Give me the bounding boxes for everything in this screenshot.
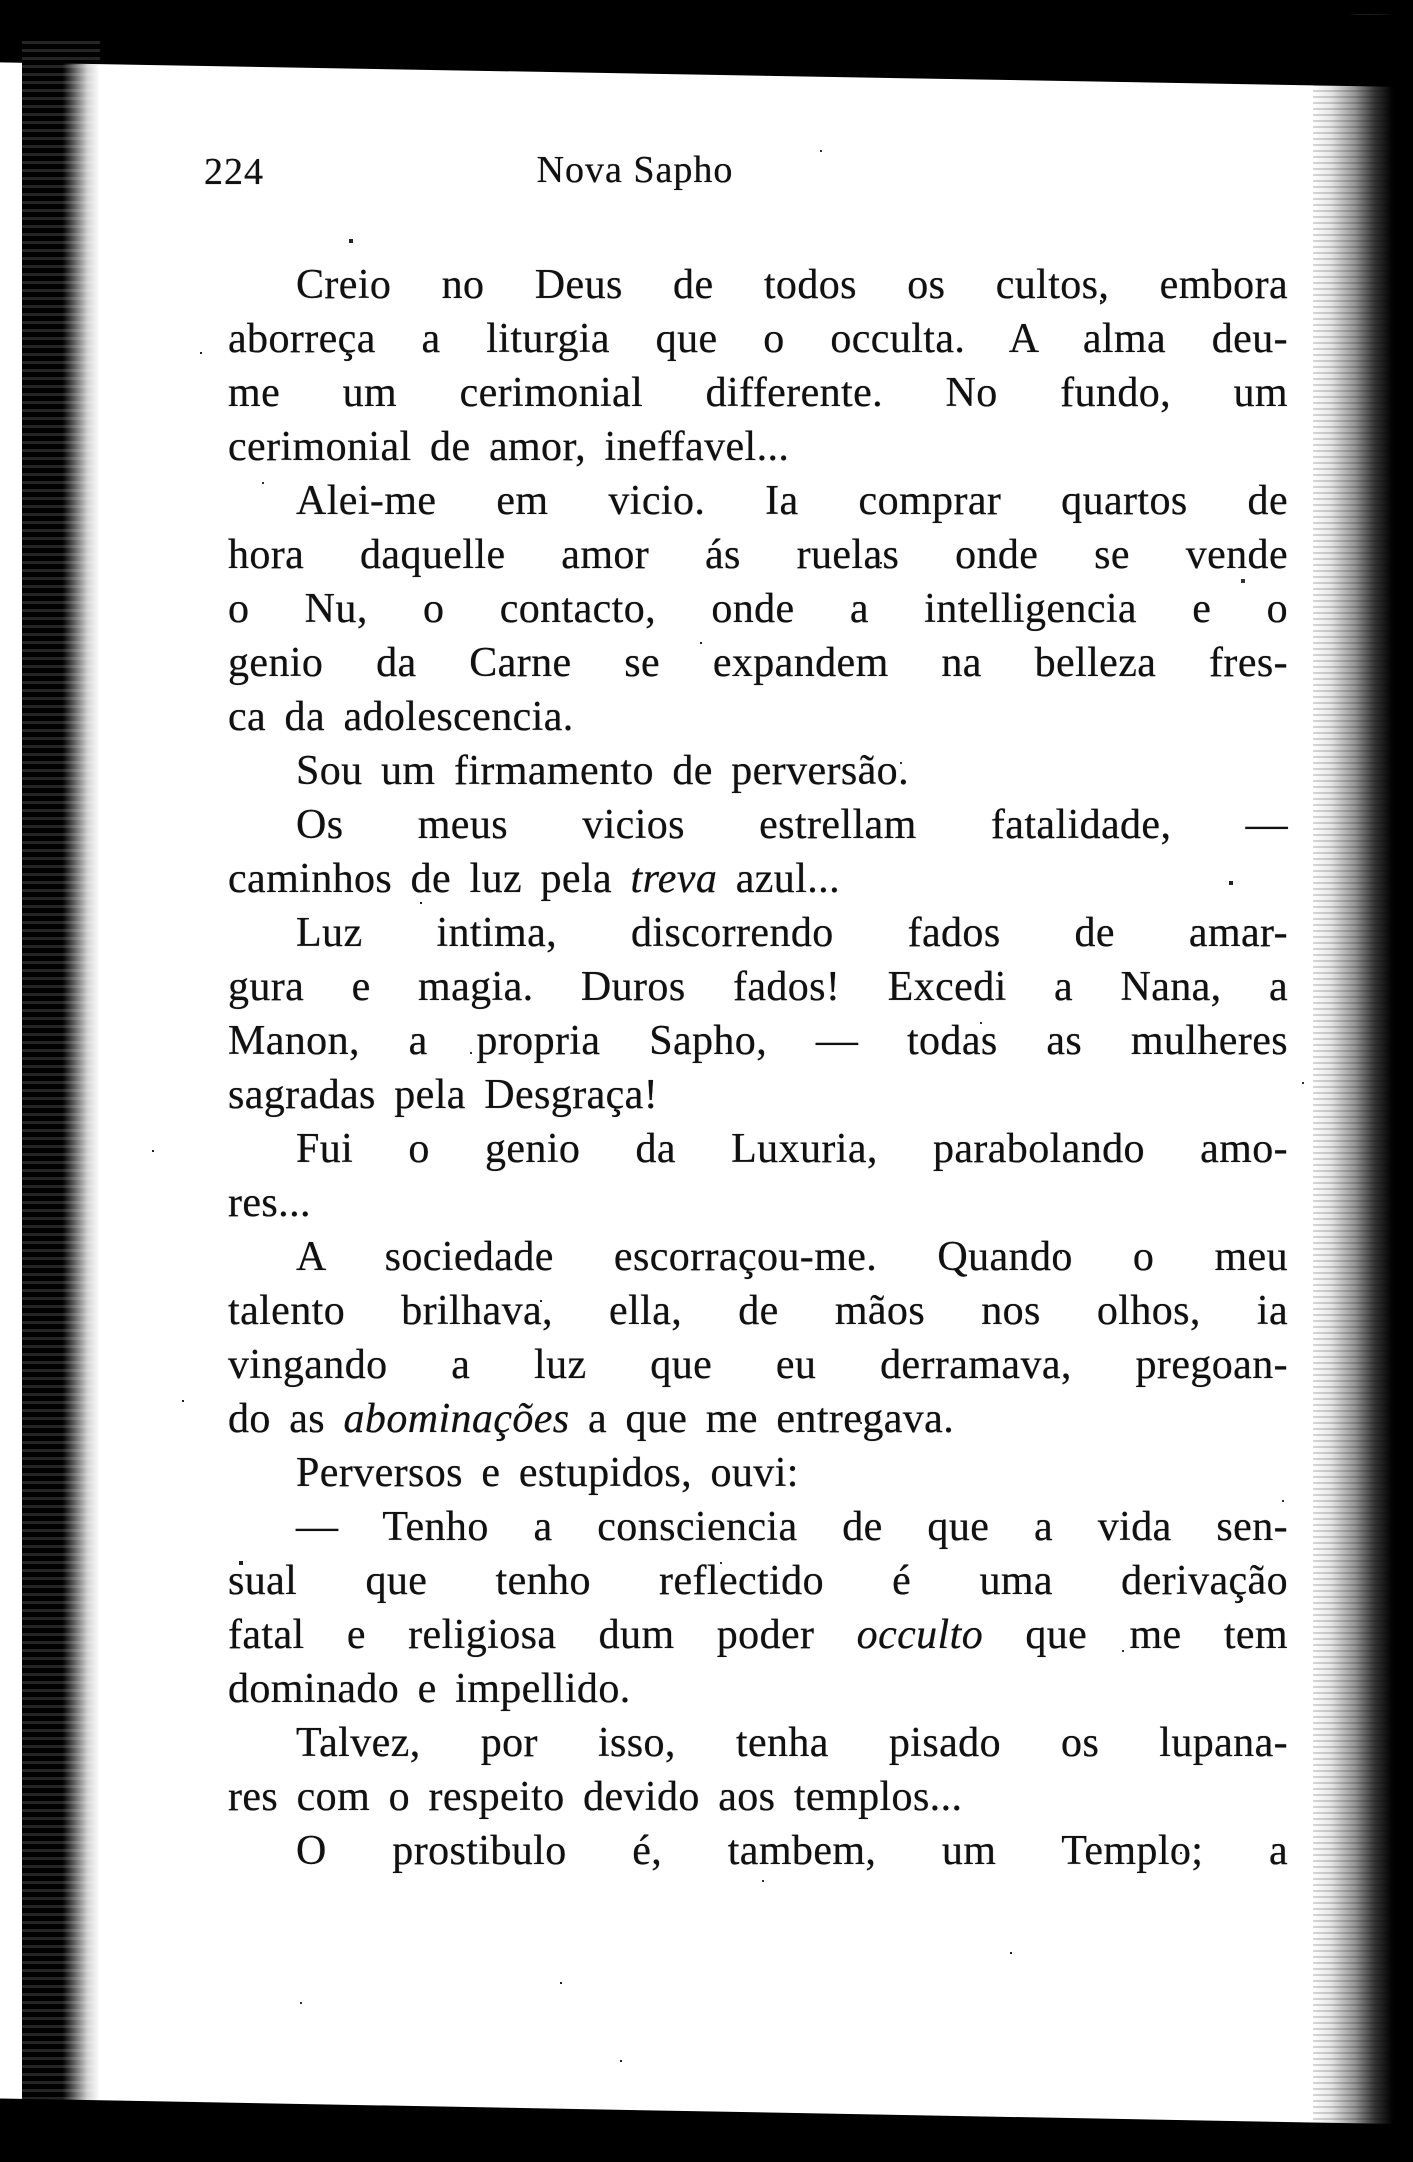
text-line: vingando a luz que eu derramava, pregoan- — [228, 1342, 1288, 1388]
text-line: hora daquelle amor ás ruelas onde se vende — [228, 532, 1288, 578]
text-line: Sou um firmamento de perversão. — [296, 748, 909, 794]
text-line: sagradas pela Desgraça! — [228, 1072, 659, 1118]
text-line: do as abominações a que me entregava. — [228, 1396, 955, 1442]
text-line: Alei-me em vicio. Ia comprar quartos de — [296, 478, 1288, 524]
text-line: talento brilhava, ella, de mãos nos olhos, ia — [228, 1288, 1288, 1334]
text-line: Talvez, por isso, tenha pisado os lupana- — [296, 1720, 1288, 1766]
top-edge-shadow-strip — [40, 0, 1413, 14]
text-line: Manon, a propria Sapho, — todas as mulheres — [228, 1018, 1288, 1064]
left-edge-shadow — [22, 40, 100, 2132]
text-line: o Nu, o contacto, onde a intelligencia e o — [228, 586, 1288, 632]
text-line: — Tenho a consciencia de que a vida sen- — [296, 1504, 1288, 1550]
text-line: res... — [228, 1180, 311, 1226]
right-edge-shadow — [1313, 0, 1413, 2162]
page-title: Nova Sapho — [536, 149, 734, 191]
text-line: fatal e religiosa dum poder occulto que me tem — [228, 1612, 1289, 1658]
text-line: genio da Carne se expandem na belleza fres- — [228, 640, 1288, 686]
text-line: A sociedade escorraçou-me. Quando o meu — [296, 1234, 1288, 1280]
text-line: Creio no Deus de todos os cultos, embora — [296, 262, 1288, 308]
text-line: caminhos de luz pela treva azul... — [228, 856, 840, 902]
text-line: dominado e impellido. — [228, 1666, 631, 1712]
text-line: O prostibulo é, tambem, um Templo; a — [296, 1828, 1288, 1874]
text-line: res com o respeito devido aos templos... — [228, 1774, 963, 1820]
text-line: sual que tenho reflectido é uma derivação — [228, 1558, 1288, 1604]
text-line: me um cerimonial differente. No fundo, um — [228, 370, 1288, 416]
body-text — [228, 258, 1288, 1878]
text-line: Luz intima, discorrendo fados de amar- — [296, 910, 1288, 956]
text-line: aborreça a liturgia que o occulta. A alma deu- — [228, 316, 1288, 362]
text-line: cerimonial de amor, ineffavel... — [228, 424, 790, 470]
text-line: gura e magia. Duros fados! Excedi a Nana, a — [228, 964, 1288, 1010]
text-line: Os meus vicios estrellam fatalidade, — — [296, 802, 1288, 848]
bottom-edge-shadow — [0, 2098, 1413, 2162]
text-line: Perversos e estupidos, ouvi: — [296, 1450, 799, 1496]
page-number: 224 — [204, 151, 264, 193]
text-line: Fui o genio da Luxuria, parabolando amo- — [296, 1126, 1288, 1172]
text-line: ca da adolescencia. — [228, 694, 574, 740]
